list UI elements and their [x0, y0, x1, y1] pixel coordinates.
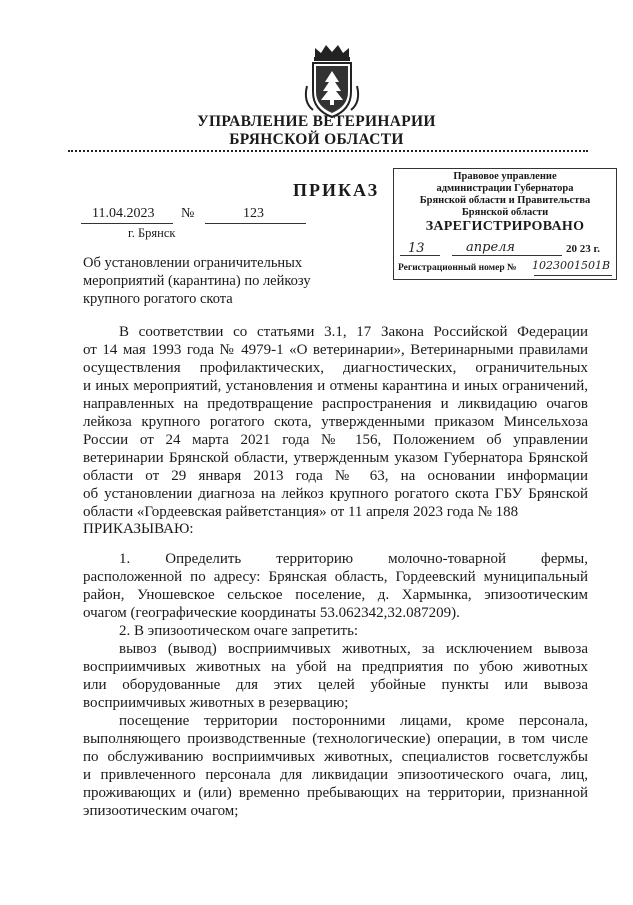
body-line: выполняющего производственные (технологические) операции, в том числе [83, 731, 588, 747]
stamp-registration-underline [534, 275, 612, 276]
body-line: восприимчивых животных на убой на предприятия по убою животных [83, 659, 588, 675]
body-line: 2. В эпизоотическом очаге запретить: [119, 623, 359, 639]
body-line: по обслуживанию восприимчивых животных, специалистов госветслужбы [83, 749, 588, 765]
stamp-line: Правовое управление [453, 171, 557, 182]
document-type-title: ПРИКАЗ [293, 180, 380, 200]
body-line: ветеринарии Брянской области, утвержденным указом Губернатора Брянской [83, 450, 588, 466]
organization-name-line1: УПРАВЛЕНИЕ ВЕТЕРИНАРИИ [197, 113, 436, 130]
stamp-year: 20 23 г. [566, 243, 601, 255]
number-sign: № [181, 206, 195, 221]
stamp-day: 13 [408, 241, 425, 256]
body-line: области от 29 января 2013 года № 63, на основании информации [83, 468, 588, 484]
stamp-registration-label: Регистрационный номер № [398, 263, 517, 273]
body-line: и иных мероприятий, установления и отмены карантина и иных ограничений, [83, 378, 588, 394]
body-line: район, Уношевское сельское поселение, д. Хармынка, эпизоотическим [83, 587, 588, 603]
body-line: России от 24 марта 2021 года № 156, Положением об управлении [83, 432, 588, 448]
registration-stamp [393, 168, 617, 280]
document-city: г. Брянск [128, 226, 176, 240]
stamp-day-underline [400, 255, 440, 256]
body-line: области «Гордеевская райветстанция» от 11 апреля 2023 года № 188 [83, 504, 519, 520]
document-date: 11.04.2023 [92, 206, 155, 221]
subject-line: мероприятий (карантина) по лейкозу [83, 273, 311, 289]
body-line: и привлеченного персонала для ликвидации эпизоотического очага, лиц, [83, 767, 588, 783]
subject-line: Об установлении ограничительных [83, 255, 303, 271]
body-line: В соответствии со статьями 3.1, 17 Закона Российской Федерации [119, 324, 588, 340]
body-line: восприимчивых животных в резервацию; [83, 695, 349, 711]
stamp-month-underline [452, 255, 562, 256]
order-keyword: ПРИКАЗЫВАЮ: [83, 521, 194, 537]
body-line: или оборудованные для этих целей убойные пункты или вывоза [83, 677, 588, 693]
body-line: об установлении диагноза на лейкоз крупного рогатого скота ГБУ Брянской [83, 486, 588, 502]
body-line: проживающих и (или) временно пребывающих на территории, признанной [83, 785, 588, 801]
body-line: расположенной по адресу: Брянская область, Гордеевский муниципальный [83, 569, 588, 585]
body-line: 1. Определить территорию молочно-товарной фермы, [119, 551, 588, 567]
stamp-line: Брянской области [461, 207, 549, 218]
stamp-month: апреля [466, 240, 516, 255]
stamp-line: Брянской области и Правительства [419, 195, 591, 206]
document-number: 123 [243, 206, 264, 221]
organization-name-line2: БРЯНСКОЙ ОБЛАСТИ [229, 131, 404, 148]
body-line: направленных на предотвращение распространения и ликвидацию очагов [83, 396, 588, 412]
stamp-registration-number: 1023001501В [532, 259, 611, 272]
body-line: осуществления профилактических, диагностических, ограничительных [83, 360, 588, 376]
date-underline [81, 223, 173, 224]
stamp-line: администрации Губернатора [436, 183, 574, 194]
coat-of-arms-emblem [301, 42, 363, 120]
header-divider [68, 150, 588, 152]
body-line: лейкоза крупного рогатого скота, утвержденными приказом Минсельхоза [83, 414, 588, 430]
body-line: вывоз (вывод) восприимчивых животных, за исключением вывоза [119, 641, 588, 657]
number-underline [205, 223, 306, 224]
body-line: эпизоотическим очагом; [83, 803, 239, 819]
body-line: от 14 мая 1993 года № 4979-1 «О ветеринарии», Ветеринарными правилами [83, 342, 588, 358]
body-line: очагом (географические координаты 53.062342,32.087209). [83, 605, 460, 621]
body-line: посещение территории посторонними лицами, кроме персонала, [119, 713, 588, 729]
subject-line: крупного рогатого скота [83, 291, 233, 307]
stamp-status: ЗАРЕГИСТРИРОВАНО [425, 219, 585, 234]
